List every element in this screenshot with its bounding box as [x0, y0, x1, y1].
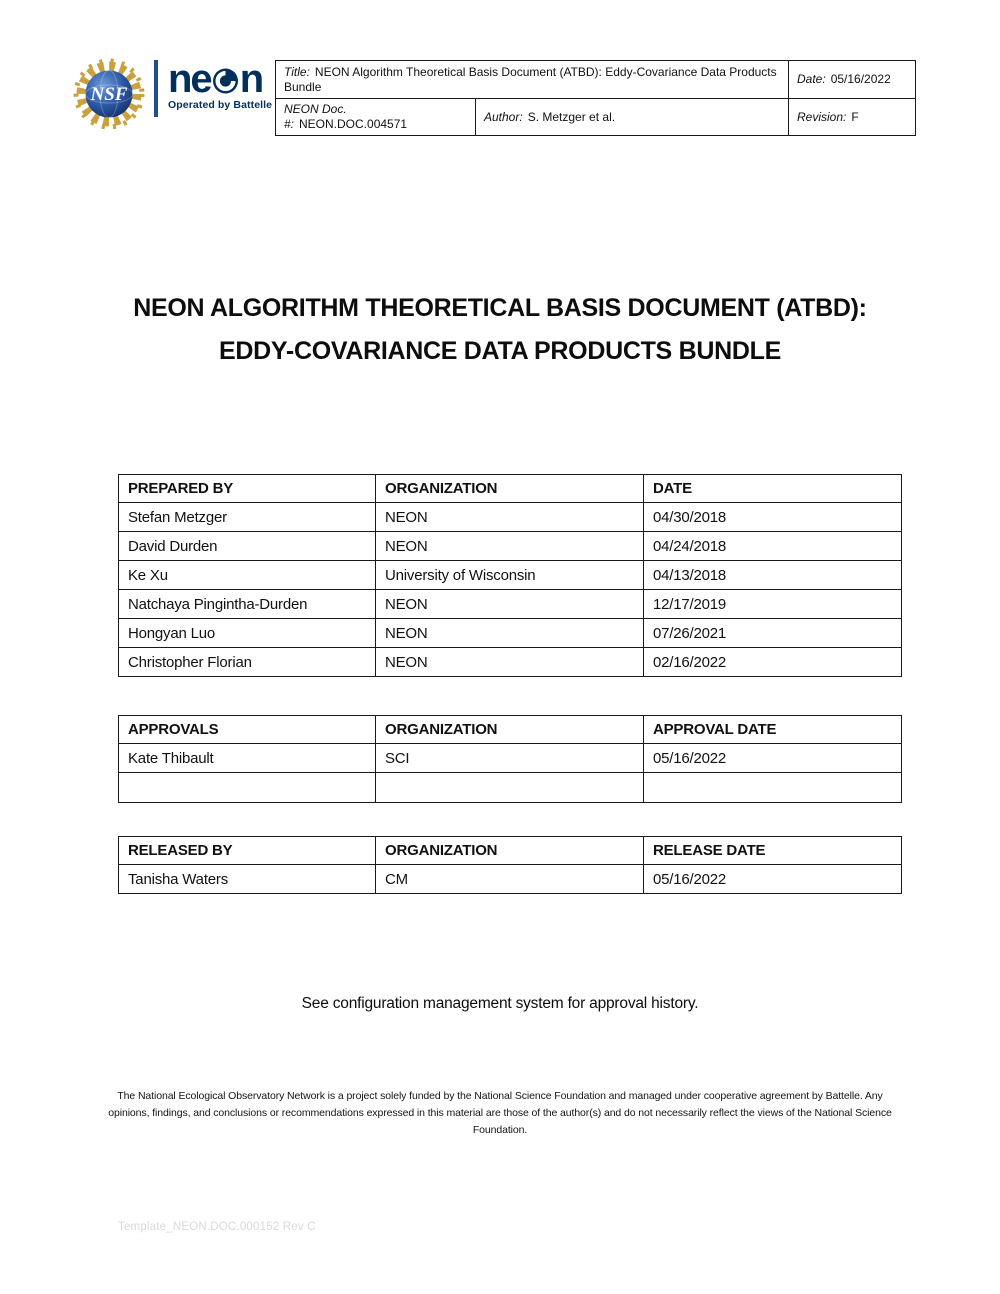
prepared-by-table — [118, 474, 902, 677]
logo-divider — [154, 60, 158, 117]
doc-author-label: Author: — [484, 109, 523, 124]
preparer-org: NEON — [376, 503, 644, 532]
cm-note: See configuration management system for approval history. — [301, 995, 699, 1012]
preparer-org: University of Wisconsin — [376, 561, 644, 590]
column-header: RELEASE DATE — [644, 837, 902, 865]
preparer-name: Natchaya Pingintha-Durden — [119, 590, 376, 619]
approver-name — [119, 773, 376, 803]
column-header: PREPARED BY — [119, 475, 376, 503]
table-row — [119, 503, 902, 532]
table-header-row — [119, 716, 902, 744]
preparer-name: David Durden — [119, 532, 376, 561]
disclaimer-text: The National Ecological Observatory Network is a project solely funded by the National Science Foundation and managed under cooperative agreement by Battelle. Any opinions, findings, and conclusions or recommendations expressed in this material are those of the author(s) and do not necessarily reflect the views of the National Science Foundation. — [108, 1090, 892, 1136]
table-row — [119, 648, 902, 677]
doc-date-cell — [789, 61, 916, 99]
preparer-org: NEON — [376, 648, 644, 677]
neon-word-left: ne — [168, 57, 211, 101]
table-row — [119, 744, 902, 773]
doc-info-table — [275, 60, 916, 136]
column-header: ORGANIZATION — [376, 716, 644, 744]
released-by-table — [118, 836, 902, 894]
preparer-org: NEON — [376, 590, 644, 619]
column-header: DATE — [644, 475, 902, 503]
template-footer: Template_NEON.DOC.000152 Rev C — [118, 1221, 316, 1233]
approval-date — [644, 773, 902, 803]
approver-org: SCI — [376, 744, 644, 773]
preparer-name: Christopher Florian — [119, 648, 376, 677]
preparer-date: 04/24/2018 — [644, 532, 902, 561]
page-title-line2: EDDY-COVARIANCE DATA PRODUCTS BUNDLE — [219, 337, 781, 365]
doc-author-cell — [476, 99, 789, 136]
doc-revision-value: F — [851, 109, 859, 124]
release-date: 05/16/2022 — [644, 865, 902, 894]
preparer-org: NEON — [376, 619, 644, 648]
neon-tagline: Operated by Battelle — [168, 99, 273, 111]
column-header: RELEASED BY — [119, 837, 376, 865]
doc-date-label: Date: — [797, 72, 826, 86]
preparer-name: Hongyan Luo — [119, 619, 376, 648]
table-row — [119, 590, 902, 619]
svg-text:NSF: NSF — [90, 84, 128, 105]
neon-wordmark — [168, 57, 272, 101]
preparer-date: 04/13/2018 — [644, 561, 902, 590]
column-header: ORGANIZATION — [376, 475, 644, 503]
releaser-name: Tanisha Waters — [119, 865, 376, 894]
table-header-row — [119, 837, 902, 865]
neon-logo — [168, 56, 272, 111]
doc-revision-label: Revision: — [797, 109, 847, 124]
doc-title-label: Title: — [284, 64, 310, 79]
table-row — [119, 865, 902, 894]
approval-date: 05/16/2022 — [644, 744, 902, 773]
page-title-line1: NEON ALGORITHM THEORETICAL BASIS DOCUMENT (ATBD): — [133, 294, 867, 322]
doc-number-value: NEON.DOC.004571 — [299, 117, 408, 131]
doc-title-value: NEON Algorithm Theoretical Basis Document (ATBD): Eddy-Covariance Data Products Bundle — [284, 64, 777, 94]
table-header-row — [119, 475, 902, 503]
preparer-date: 02/16/2022 — [644, 648, 902, 677]
neon-o-swirl-icon — [212, 67, 239, 94]
column-header: APPROVAL DATE — [644, 716, 902, 744]
preparer-org: NEON — [376, 532, 644, 561]
column-header: ORGANIZATION — [376, 837, 644, 865]
doc-date-value: 05/16/2022 — [830, 72, 891, 86]
approver-name: Kate Thibault — [119, 744, 376, 773]
preparer-date: 04/30/2018 — [644, 503, 902, 532]
doc-number-cell — [276, 99, 476, 136]
preparer-date: 07/26/2021 — [644, 619, 902, 648]
table-row-empty — [119, 773, 902, 803]
table-row — [119, 561, 902, 590]
table-row — [119, 619, 902, 648]
doc-number-label: NEON Doc. #: — [284, 102, 347, 131]
doc-title-cell — [276, 61, 789, 99]
releaser-org: CM — [376, 865, 644, 894]
column-header: APPROVALS — [119, 716, 376, 744]
approver-org — [376, 773, 644, 803]
preparer-date: 12/17/2019 — [644, 590, 902, 619]
nsf-logo-icon — [72, 56, 146, 132]
doc-revision-cell — [789, 99, 916, 136]
preparer-name: Ke Xu — [119, 561, 376, 590]
neon-word-right: n — [239, 57, 263, 101]
preparer-name: Stefan Metzger — [119, 503, 376, 532]
table-row — [119, 532, 902, 561]
doc-author-value: S. Metzger et al. — [527, 109, 616, 124]
approvals-table — [118, 715, 902, 803]
page-title — [0, 287, 1000, 373]
header-logo-block — [72, 56, 272, 132]
